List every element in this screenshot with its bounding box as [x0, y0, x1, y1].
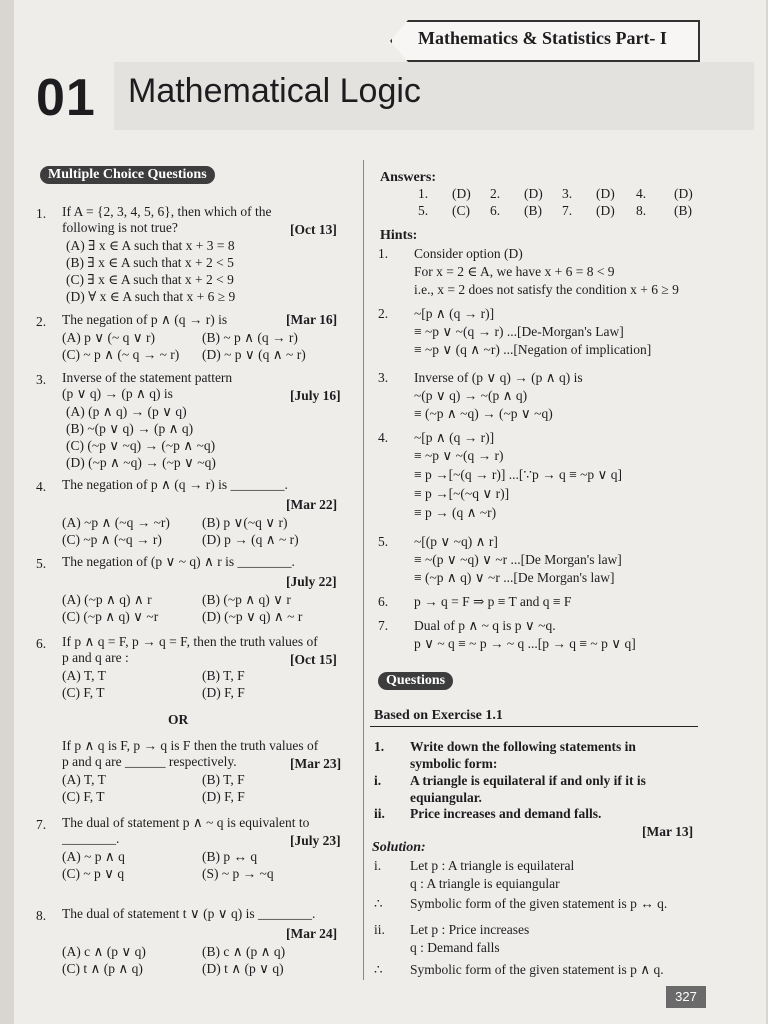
hint-line: ≡ ~p ∨ ~(q → r): [414, 448, 504, 463]
mcq-option: (B) T, F: [202, 772, 245, 787]
answer-cell: (D): [674, 186, 693, 201]
hint-line: ~[p ∧ (q → r)]: [414, 430, 495, 445]
mcq-option: (C) t ∧ (p ∧ q): [62, 961, 143, 976]
mcq-option: (D) ∀ x ∈ A such that x + 6 ≥ 9: [66, 289, 236, 304]
mcq-option: (D) t ∧ (p ∨ q): [202, 961, 284, 976]
mcq-source-tag: [July 16]: [290, 388, 341, 403]
answer-cell: 8.: [636, 203, 647, 218]
hint-number: 1.: [378, 246, 389, 261]
question-number: 1.: [374, 739, 385, 754]
mcq-option: (C) (~p ∧ q) ∨ ~r: [62, 609, 159, 624]
mcq-option: (A) p ∨ (~ q ∨ r): [62, 330, 156, 345]
mcq-option: (C) ~ p ∨ q: [62, 866, 125, 881]
mcq-option: (D) F, F: [202, 685, 245, 700]
hint-line: ≡ p →[~(~q ∨ r)]: [414, 486, 510, 501]
hint-line: ≡ ~p ∨ (q ∧ ~r) ...[Negation of implication]: [414, 342, 652, 357]
question-line: Price increases and demand falls.: [410, 806, 602, 821]
mcq-number: 7.: [36, 817, 47, 832]
column-divider: [363, 160, 364, 980]
mcq-question-line: p and q are :: [62, 650, 129, 665]
based-on-exercise: Based on Exercise 1.1: [374, 708, 503, 723]
hint-line: p ∨ ~ q ≡ ~ p → ~ q ...[p → q ≡ ~ p ∨ q]: [414, 636, 636, 651]
solution-marker: ∴: [374, 962, 383, 977]
answer-cell: (D): [596, 203, 615, 218]
hint-line: ~[p ∧ (q → r)]: [414, 306, 495, 321]
mcq-source-tag: [Mar 24]: [286, 926, 338, 941]
answer-cell: (C): [452, 203, 470, 218]
mcq-question-line: ________.: [62, 831, 120, 846]
question-tag: [Mar 13]: [642, 824, 694, 839]
question-line: equiangular.: [410, 790, 482, 805]
mcq-option: (B) (~p ∧ q) ∨ r: [202, 592, 291, 607]
question-number: i.: [374, 773, 382, 788]
solution-line: Let p : Price increases: [410, 922, 530, 937]
mcq-option: (D) (~p ∨ q) ∧ ~ r: [202, 609, 303, 624]
question-line: Write down the following statements in: [410, 739, 636, 754]
chapter-number: 01: [36, 69, 96, 127]
mcq-question-line: If p ∧ q = F, p → q = F, then the truth values of: [62, 634, 318, 649]
mcq-number: 4.: [36, 479, 47, 494]
mcq-option: (A) c ∧ (p ∨ q): [62, 944, 146, 959]
answer-cell: (D): [452, 186, 471, 201]
mcq-option: (B) T, F: [202, 668, 245, 683]
mcq-option: (D) (~p ∧ ~q) → (~p ∨ ~q): [66, 455, 216, 470]
section-underline: [370, 726, 698, 727]
mcq-option: (C) (~p ∨ ~q) → (~p ∧ ~q): [66, 438, 216, 453]
mcq-option: (D) ~ p ∨ (q ∧ ~ r): [202, 347, 306, 362]
mcq-option: (A) (p ∧ q) → (p ∨ q): [66, 404, 187, 419]
mcq-option: (D) F, F: [202, 789, 245, 804]
hint-number: 4.: [378, 430, 389, 445]
hint-number: 3.: [378, 370, 389, 385]
mcq-option: (B) ∃ x ∈ A such that x + 2 < 5: [66, 255, 234, 270]
mcq-option: (A) ~ p ∧ q: [62, 849, 125, 864]
solution-marker: ∴: [374, 896, 383, 911]
answer-cell: (D): [596, 186, 615, 201]
mcq-option: (S) ~ p → ~q: [202, 866, 274, 881]
mcq-question-line: following is not true?: [62, 220, 178, 235]
answer-cell: (B): [524, 203, 542, 218]
mcq-option: (A) T, T: [62, 772, 106, 787]
mcq-option: (A) ∃ x ∈ A such that x + 3 = 8: [66, 238, 235, 253]
mcq-source-tag: [July 22]: [286, 574, 337, 589]
mcq-question-line: The negation of p ∧ (q → r) is: [62, 312, 228, 327]
mcq-question-line: If p ∧ q is F, p → q is F then the truth values of: [62, 738, 319, 753]
mcq-option: (C) ~ p ∧ (~ q → ~ r): [62, 347, 180, 362]
mcq-source-tag: [Mar 16]: [286, 312, 338, 327]
mcq-option: (A) ~p ∧ (~q → ~r): [62, 515, 170, 530]
mcq-source-tag: [Mar 22]: [286, 497, 338, 512]
question-number: ii.: [374, 806, 385, 821]
hint-line: Consider option (D): [414, 246, 523, 261]
questions-heading: Questions: [378, 672, 453, 690]
mcq-option: (A) T, T: [62, 668, 106, 683]
mcq-heading: Multiple Choice Questions: [40, 166, 215, 184]
mcq-option: (B) p ∨(~q ∨ r): [202, 515, 288, 530]
hint-line: ≡ p → (q ∧ ~r): [414, 505, 497, 520]
mcq-source-tag: [Oct 13]: [290, 222, 337, 237]
mcq-number: 5.: [36, 556, 47, 571]
mcq-question-line: Inverse of the statement pattern: [62, 370, 233, 385]
mcq-option: (B) p ↔ q: [202, 849, 258, 864]
solution-line: q : Demand falls: [410, 940, 500, 955]
mcq-option: (C) F, T: [62, 789, 105, 804]
hint-line: ≡ ~p ∨ ~(q → r) ...[De-Morgan's Law]: [414, 324, 624, 339]
hints-heading: Hints:: [380, 228, 418, 243]
solution-line: Symbolic form of the given statement is p ↔ q.: [410, 896, 668, 911]
hint-line: ≡ (~p ∧ q) ∨ ~r ...[De Morgan's law]: [414, 570, 615, 585]
answer-cell: (D): [524, 186, 543, 201]
mcq-source-tag: [Oct 15]: [290, 652, 337, 667]
hint-line: p → q = F ⇒ p ≡ T and q ≡ F: [414, 594, 572, 609]
solution-label: Solution:: [372, 840, 426, 855]
hint-line: ~[(p ∨ ~q) ∧ r]: [414, 534, 498, 549]
hint-number: 5.: [378, 534, 389, 549]
mcq-number: 8.: [36, 908, 47, 923]
page-number: 327: [666, 986, 706, 1008]
mcq-number: 2.: [36, 314, 47, 329]
mcq-option: (B) c ∧ (p ∧ q): [202, 944, 286, 959]
mcq-question-line: The dual of statement t ∨ (p ∨ q) is ________.: [62, 906, 316, 921]
solution-line: q : A triangle is equiangular: [410, 876, 560, 891]
mcq-question-line: The negation of (p ∨ ~ q) ∧ r is ________.: [62, 554, 295, 569]
mcq-question-line: If A = {2, 3, 4, 5, 6}, then which of the: [62, 204, 272, 219]
solution-line: Let p : A triangle is equilateral: [410, 858, 575, 873]
solution-marker: ii.: [374, 922, 385, 937]
answer-cell: 4.: [636, 186, 647, 201]
hint-line: ≡ p →[~(q → r)] ...[∵p → q ≡ ~p ∨ q]: [414, 467, 623, 482]
hint-line: ≡ ~(p ∨ ~q) ∨ ~r ...[De Morgan's law]: [414, 552, 622, 567]
mcq-question-line: The dual of statement p ∧ ~ q is equivalent to: [62, 815, 310, 830]
answer-cell: 7.: [562, 203, 573, 218]
mcq-option: (C) F, T: [62, 685, 105, 700]
mcq-option: (D) p → (q ∧ ~ r): [202, 532, 299, 547]
question-line: symbolic form:: [410, 756, 498, 771]
solution-marker: i.: [374, 858, 382, 873]
answers-heading: Answers:: [380, 170, 436, 185]
hint-line: Inverse of (p ∨ q) → (p ∧ q) is: [414, 370, 583, 385]
mcq-option: (A) (~p ∧ q) ∧ r: [62, 592, 152, 607]
mcq-number: 1.: [36, 206, 47, 221]
mcq-question-line: The negation of p ∧ (q → r) is ________.: [62, 477, 288, 492]
mcq-number: 6.: [36, 636, 47, 651]
textbook-page: [14, 0, 766, 1024]
hint-number: 7.: [378, 618, 389, 633]
mcq-option: (B) ~(p ∨ q) → (p ∧ q): [66, 421, 194, 436]
mcq-source-tag: [July 23]: [290, 833, 341, 848]
mcq-option: (B) ~ p ∧ (q → r): [202, 330, 298, 345]
hint-line: For x = 2 ∈ A, we have x + 6 = 8 < 9: [414, 264, 615, 279]
answer-cell: 6.: [490, 203, 501, 218]
hint-number: 2.: [378, 306, 389, 321]
book-title: Mathematics & Statistics Part- I: [418, 28, 667, 48]
mcq-option: (C) ∃ x ∈ A such that x + 2 < 9: [66, 272, 234, 287]
solution-line: Symbolic form of the given statement is p ∧ q.: [410, 962, 664, 977]
mcq-source-tag: [Mar 23]: [290, 756, 342, 771]
hint-number: 6.: [378, 594, 389, 609]
mcq-question-line: p and q are ______ respectively.: [62, 754, 237, 769]
mcq-option: (C) ~p ∧ (~q → r): [62, 532, 162, 547]
chapter-title: Mathematical Logic: [128, 72, 421, 110]
answer-cell: 2.: [490, 186, 501, 201]
or-label: OR: [168, 712, 189, 727]
hint-line: i.e., x = 2 does not satisfy the condition x + 6 ≥ 9: [414, 282, 679, 297]
answer-cell: (B): [674, 203, 692, 218]
mcq-question-line: (p ∨ q) → (p ∧ q) is: [62, 386, 173, 401]
hint-line: ≡ (~p ∧ ~q) → (~p ∨ ~q): [414, 406, 553, 421]
hint-line: ~(p ∨ q) → ~(p ∧ q): [414, 388, 528, 403]
answer-cell: 3.: [562, 186, 573, 201]
answer-cell: 5.: [418, 203, 429, 218]
question-line: A triangle is equilateral if and only if it is: [410, 773, 646, 788]
mcq-number: 3.: [36, 372, 47, 387]
hint-line: Dual of p ∧ ~ q is p ∨ ~q.: [414, 618, 556, 633]
answer-cell: 1.: [418, 186, 429, 201]
